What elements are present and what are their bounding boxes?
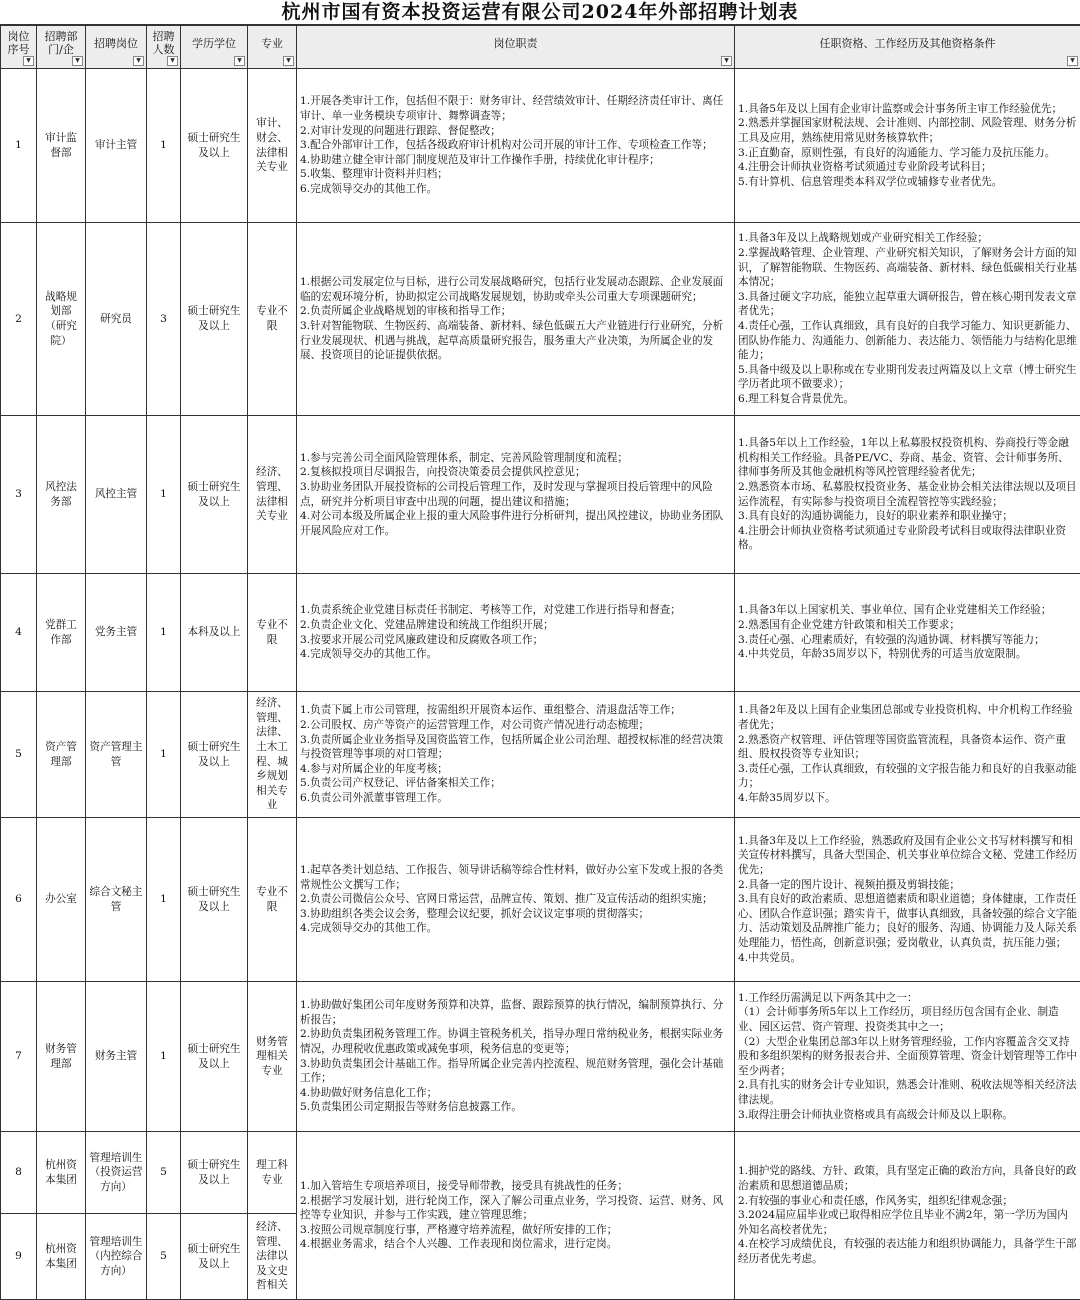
filter-dropdown-icon[interactable]: ▼ bbox=[234, 56, 245, 66]
requirement-line: 4.在校学习成绩优良，有较强的表达能力和组织协调能力，具备学生干部经历者优先考虑。 bbox=[738, 1237, 1077, 1266]
duty-line: 4.协助建立健全审计部门制度规范及审计工作操作手册，持续优化审计程序； bbox=[300, 153, 731, 168]
requirement-line: （2）大型企业集团总部3年以上财务管理经验，工作内容覆盖含交叉持股和多组织架构的财务报表合并、全面预算管理、资金计划管理等工作中至少两者； bbox=[738, 1035, 1077, 1079]
dept-cell[interactable]: 杭州资本集团 bbox=[37, 1214, 86, 1300]
requirement-line: 1.具备2年及以上国有企业集团总部或专业投资机构、中介机构工作经验者优先； bbox=[738, 703, 1077, 732]
requirement-line: 1.具备5年以上工作经验，1年以上私募股权投资机构、券商投行等金融机构相关工作经验。具备PE/VC、券商、基金、资管、会计师事务所、律师事务所及其他金融机构等风控管理经验者优先； bbox=[738, 436, 1077, 480]
duty-line: 6.完成领导交办的其他工作。 bbox=[300, 182, 731, 197]
duty-line: 2.对审计发现的问题进行跟踪、督促整改； bbox=[300, 124, 731, 139]
duty-line: 3.协助业务团队开展投资标的公司投后管理工作，及时发现与掌握项目投后管理中的风险点，研究并分析项目审查中出现的问题，提出建议和措施； bbox=[300, 480, 731, 509]
post-cell[interactable]: 审计主管 bbox=[86, 69, 147, 223]
duty-line: 3.按照公司规章制度行事，严格遵守培养流程，做好所安排的工作； bbox=[300, 1223, 731, 1238]
duty-line: 1.参与完善公司全面风险管理体系，制定、完善风险管理制度和流程； bbox=[300, 451, 731, 466]
requirement-line: 4.中共党员，年龄35周岁以下，特别优秀的可适当放宽限制。 bbox=[738, 647, 1077, 662]
requirement-line: 6.理工科复合背景优先。 bbox=[738, 392, 1077, 407]
requirement-line: 1.具备3年及以上工作经验，熟悉政府及国有企业公文书写材料撰写和相关宣传材料撰写，具备大型国企、机关事业单位综合文秘、党建工作经历优先； bbox=[738, 834, 1077, 878]
header-cell[interactable]: 学历学位 ▼ bbox=[181, 26, 248, 69]
requirement-line: （1）会计师事务所5年以上工作经历，项目经历包含国有企业、制造业、园区运营、资产管理、投资类其中之一； bbox=[738, 1005, 1077, 1034]
requirements-cell[interactable] bbox=[735, 1132, 1080, 1300]
dept-cell[interactable]: 审计监督部 bbox=[37, 69, 86, 223]
duty-line: 6.负责公司外派董事管理工作。 bbox=[300, 791, 731, 806]
row-number-cell[interactable]: 6 bbox=[1, 818, 37, 982]
row-number-cell[interactable]: 7 bbox=[1, 982, 37, 1132]
filter-dropdown-icon[interactable]: ▼ bbox=[167, 56, 178, 66]
dept-cell[interactable]: 杭州资本集团 bbox=[37, 1132, 86, 1214]
dept-cell[interactable]: 财务管理部 bbox=[37, 982, 86, 1132]
education-cell[interactable]: 硕士研究生及以上 bbox=[181, 692, 248, 818]
duty-line: 2.公司股权、房产等资产的运营管理工作，对公司资产情况进行动态梳理； bbox=[300, 718, 731, 733]
post-cell[interactable]: 管理培训生（内控综合方向） bbox=[86, 1214, 147, 1300]
filter-dropdown-icon[interactable]: ▼ bbox=[721, 56, 732, 66]
major-cell[interactable]: 财务管理相关专业 bbox=[248, 982, 297, 1132]
requirement-line: 1.具备5年及以上国有企业审计监察或会计事务所主审工作经验优先； bbox=[738, 102, 1077, 117]
duty-line: 2.根据学习发展计划，进行轮岗工作，深入了解公司重点业务，学习投资、运营、财务、风控等专业知识，并参与工作实践，建立管理思维； bbox=[300, 1194, 731, 1223]
requirement-line: 2.熟悉资产权管理、评估管理等国资监管流程，具备资本运作、资产重组、股权投资等专业知识； bbox=[738, 733, 1077, 762]
education-cell[interactable]: 硕士研究生及以上 bbox=[181, 818, 248, 982]
count-cell[interactable]: 1 bbox=[147, 416, 181, 574]
recruitment-table bbox=[0, 25, 1080, 1300]
count-cell[interactable]: 3 bbox=[147, 223, 181, 416]
education-cell[interactable]: 硕士研究生及以上 bbox=[181, 69, 248, 223]
row-number-cell[interactable]: 8 bbox=[1, 1132, 37, 1214]
requirements-cell[interactable] bbox=[735, 982, 1080, 1132]
duty-line: 1.开展各类审计工作，包括但不限于：财务审计、经营绩效审计、任期经济责任审计、离任审计、单一业务模块专项审计、舞弊调查等； bbox=[300, 94, 731, 123]
requirement-line: 1.具备3年以上国家机关、事业单位、国有企业党建相关工作经验； bbox=[738, 603, 1077, 618]
duty-line: 1.加入管培生专项培养项目，接受导师带教，接受具有挑战性的任务； bbox=[300, 1179, 731, 1194]
requirement-line: 2.熟悉资本市场、私募股权投资业务、基金业协会相关法律法规以及项目运作流程，有实际参与投资项目全流程管控等实践经验； bbox=[738, 480, 1077, 509]
education-cell[interactable]: 本科及以上 bbox=[181, 574, 248, 692]
major-cell[interactable]: 专业不限 bbox=[248, 818, 297, 982]
requirement-line: 3.具有良好的沟通协调能力，良好的职业素养和职业操守； bbox=[738, 509, 1077, 524]
table-row bbox=[1, 982, 1080, 1132]
table-row bbox=[1, 1132, 1080, 1214]
page-title: 杭州市国有资本投资运营有限公司2024年外部招聘计划表 bbox=[0, 0, 1080, 25]
post-cell[interactable]: 综合文秘主管 bbox=[86, 818, 147, 982]
requirement-line: 3.正直勤奋，原则性强，有良好的沟通能力、学习能力及抗压能力。 bbox=[738, 146, 1077, 161]
requirement-line: 3.取得注册会计师执业资格或具有高级会计师及以上职称。 bbox=[738, 1108, 1077, 1123]
requirements-cell[interactable] bbox=[735, 223, 1080, 416]
table-row bbox=[1, 818, 1080, 982]
requirement-line: 3.2024届应届毕业或已取得相应学位且毕业不满2年，第一学历为国内外知名高校者优先； bbox=[738, 1208, 1077, 1237]
major-cell[interactable]: 理工科专业 bbox=[248, 1132, 297, 1214]
table-row bbox=[1, 692, 1080, 818]
duties-cell[interactable] bbox=[297, 982, 735, 1132]
count-cell[interactable]: 1 bbox=[147, 818, 181, 982]
duties-cell[interactable] bbox=[297, 818, 735, 982]
header-cell[interactable]: 专业 ▼ bbox=[248, 26, 297, 69]
duty-line: 1.起草各类计划总结、工作报告、领导讲话稿等综合性材料，做好办公室下发或上报的各类常规性公文撰写工作； bbox=[300, 863, 731, 892]
post-cell[interactable]: 资产管理主管 bbox=[86, 692, 147, 818]
requirement-line: 2.具有扎实的财务会计专业知识，熟悉会计准则、税收法规等相关经济法律法规。 bbox=[738, 1078, 1077, 1107]
row-number-cell[interactable]: 3 bbox=[1, 416, 37, 574]
header-cell[interactable]: 招聘部门/企 ▼ bbox=[37, 26, 86, 69]
requirement-line: 3.责任心强、心理素质好，有较强的沟通协调、材料撰写等能力； bbox=[738, 633, 1077, 648]
count-cell[interactable]: 5 bbox=[147, 1132, 181, 1214]
post-cell[interactable]: 财务主管 bbox=[86, 982, 147, 1132]
major-cell[interactable]: 经济、管理、法律以及文史哲相关 bbox=[248, 1214, 297, 1300]
duty-line: 3.针对智能物联、生物医药、高端装备、新材料、绿色低碳五大产业链进行行业研究，分析行业发展现状、机遇与挑战，起草高质量研究报告，服务重大产业决策，为所属企业的发展、投资项目的论证提供依据。 bbox=[300, 319, 731, 363]
requirements-cell[interactable] bbox=[735, 692, 1080, 818]
count-cell[interactable]: 1 bbox=[147, 69, 181, 223]
duty-line: 4.完成领导交办的其他工作。 bbox=[300, 647, 731, 662]
count-cell[interactable]: 1 bbox=[147, 982, 181, 1132]
filter-dropdown-icon[interactable]: ▼ bbox=[133, 56, 144, 66]
duty-line: 3.负责所属企业业务指导及国资监管工作，包括所属企业公司治理、超授权标准的经营决策与投资管理等事项的对口管理； bbox=[300, 733, 731, 762]
table-row bbox=[1, 69, 1080, 223]
requirement-line: 3.责任心强，工作认真细致，有较强的文字报告能力和良好的自我驱动能力； bbox=[738, 762, 1077, 791]
requirement-line: 1.工作经历需满足以下两条其中之一： bbox=[738, 991, 1077, 1006]
major-cell[interactable]: 经济、管理、法律相关专业 bbox=[248, 416, 297, 574]
duty-line: 2.协助负责集团税务管理工作。协调主管税务机关，指导办理日常纳税业务，根据实际业务情况，办理税收优惠政策或减免事项，税务信息的变更等； bbox=[300, 1027, 731, 1056]
requirement-line: 1.具备3年及以上战略规划或产业研究相关工作经验； bbox=[738, 231, 1077, 246]
filter-dropdown-icon[interactable]: ▼ bbox=[72, 56, 83, 66]
row-number-cell[interactable]: 2 bbox=[1, 223, 37, 416]
requirement-line: 3.具备过硬文字功底，能独立起草重大调研报告，曾在核心期刊发表文章者优先； bbox=[738, 290, 1077, 319]
post-cell[interactable]: 管理培训生（投资运营方向） bbox=[86, 1132, 147, 1214]
duties-cell[interactable] bbox=[297, 69, 735, 223]
requirement-line: 3.具有良好的政治素质、思想道德素质和职业道德；身体健康，工作责任心、团队合作意识强；踏实肯干，做事认真细致，具备较强的综合文字能力、活动策划及品牌推广能力；良好的服务、沟通、协调能力及人际关系处理能力，悟性高，创新意识强；爱岗敬业，认真负责，抗压能力强； bbox=[738, 892, 1077, 950]
requirement-line: 2.有较强的事业心和责任感，作风务实，组织纪律观念强； bbox=[738, 1194, 1077, 1209]
education-cell[interactable]: 硕士研究生及以上 bbox=[181, 982, 248, 1132]
requirement-line: 4.注册会计师执业资格考试须通过专业阶段考试科目或取得法律职业资格。 bbox=[738, 524, 1077, 553]
header-cell[interactable]: 岗位职责 ▼ bbox=[297, 26, 735, 69]
duty-line: 2.负责企业文化、党建品牌建设和统战工作组织开展； bbox=[300, 618, 731, 633]
filter-dropdown-icon[interactable]: ▼ bbox=[1067, 56, 1078, 66]
requirement-line: 2.熟悉国有企业党建方针政策和相关工作要求； bbox=[738, 618, 1077, 633]
requirements-cell[interactable] bbox=[735, 574, 1080, 692]
dept-cell[interactable]: 办公室 bbox=[37, 818, 86, 982]
education-cell[interactable]: 硕士研究生及以上 bbox=[181, 1132, 248, 1214]
post-cell[interactable]: 党务主管 bbox=[86, 574, 147, 692]
requirement-line: 1.拥护党的路线、方针、政策，具有坚定正确的政治方向，具备良好的政治素质和思想道德品质； bbox=[738, 1164, 1077, 1193]
duty-line: 1.负责下属上市公司管理，按需组织开展资本运作、重组整合、清退盘活等工作； bbox=[300, 703, 731, 718]
dept-cell[interactable]: 战略规划部（研究院） bbox=[37, 223, 86, 416]
duty-line: 5.负责公司产权登记、评估备案相关工作； bbox=[300, 776, 731, 791]
header-cell[interactable]: 招聘人数 ▼ bbox=[147, 26, 181, 69]
requirement-line: 4.责任心强，工作认真细致，具有良好的自我学习能力、知识更新能力、团队协作能力、沟通能力、创新能力、表达能力、领悟能力与结构化思维能力； bbox=[738, 319, 1077, 363]
count-cell[interactable]: 1 bbox=[147, 692, 181, 818]
duty-line: 5.负责集团公司定期报告等财务信息披露工作。 bbox=[300, 1100, 731, 1115]
major-cell[interactable]: 审计、财会、法律相关专业 bbox=[248, 69, 297, 223]
table-row bbox=[1, 574, 1080, 692]
duty-line: 3.配合外部审计工作，包括各级政府审计机构对公司开展的审计工作、专项检查工作等； bbox=[300, 138, 731, 153]
count-cell[interactable]: 1 bbox=[147, 574, 181, 692]
header-cell[interactable]: 任职资格、工作经历及其他资格条件 ▼ bbox=[735, 26, 1080, 69]
requirement-line: 2.具备一定的图片设计、视频拍摄及剪辑技能； bbox=[738, 878, 1077, 893]
row-number-cell[interactable]: 9 bbox=[1, 1214, 37, 1300]
requirement-line: 5.具备中级及以上职称或在专业期刊发表过两篇及以上文章（博士研究生学历者此项不做要求）； bbox=[738, 363, 1077, 392]
duty-line: 3.协助负责集团会计基础工作。指导所属企业完善内控流程、规范财务管理，强化会计基础工作； bbox=[300, 1057, 731, 1086]
education-cell[interactable]: 硕士研究生及以上 bbox=[181, 1214, 248, 1300]
duty-line: 4.协助做好财务信息化工作； bbox=[300, 1086, 731, 1101]
table-row bbox=[1, 223, 1080, 416]
post-cell[interactable]: 研究员 bbox=[86, 223, 147, 416]
header-row bbox=[1, 26, 1080, 69]
requirements-cell[interactable] bbox=[735, 416, 1080, 574]
duties-cell[interactable] bbox=[297, 574, 735, 692]
requirement-line: 2.熟悉并掌握国家财税法规、会计准则、内部控制、风险管理、财务分析工具及应用，熟练使用常见财务核算软件； bbox=[738, 116, 1077, 145]
duty-line: 2.负责所属企业战略规划的审核和指导工作； bbox=[300, 304, 731, 319]
duties-cell[interactable] bbox=[297, 223, 735, 416]
header-cell[interactable]: 岗位序号 ▼ bbox=[1, 26, 37, 69]
requirement-line: 5.有计算机、信息管理类本科双学位或辅修专业者优先。 bbox=[738, 175, 1077, 190]
dept-cell[interactable]: 风控法务部 bbox=[37, 416, 86, 574]
requirement-line: 4.中共党员。 bbox=[738, 951, 1077, 966]
major-cell[interactable]: 经济、管理、法律、土木工程、城乡规划相关专业 bbox=[248, 692, 297, 818]
duty-line: 5.收集、整理审计资料并归档； bbox=[300, 167, 731, 182]
duties-cell[interactable] bbox=[297, 1132, 735, 1300]
requirement-line: 4.注册会计师执业资格考试须通过专业阶段考试科目； bbox=[738, 160, 1077, 175]
duty-line: 4.对公司本级及所属企业上报的重大风险事件进行分析研判，提出风控建议，协助业务团队开展风险应对工作。 bbox=[300, 509, 731, 538]
duty-line: 4.参与对所属企业的年度考核； bbox=[300, 762, 731, 777]
duty-line: 2.复核拟投项目尽调报告，向投资决策委员会提供风控意见； bbox=[300, 465, 731, 480]
requirement-line: 2.掌握战略管理、企业管理、产业研究相关知识，了解财务会计方面的知识，了解智能物联、生物医药、高端装备、新材料、绿色低碳相关行业基本情况； bbox=[738, 246, 1077, 290]
row-number-cell[interactable]: 5 bbox=[1, 692, 37, 818]
duty-line: 4.根据业务需求，结合个人兴趣、工作表现和岗位需求，进行定岗。 bbox=[300, 1237, 731, 1252]
major-cell[interactable]: 专业不限 bbox=[248, 223, 297, 416]
duty-line: 3.按要求开展公司党风廉政建设和反腐败各项工作； bbox=[300, 633, 731, 648]
duties-cell[interactable] bbox=[297, 692, 735, 818]
duty-line: 4.完成领导交办的其他工作。 bbox=[300, 921, 731, 936]
dept-cell[interactable]: 资产管理部 bbox=[37, 692, 86, 818]
education-cell[interactable]: 硕士研究生及以上 bbox=[181, 416, 248, 574]
dept-cell[interactable]: 党群工作部 bbox=[37, 574, 86, 692]
duty-line: 2.负责公司微信公众号、官网日常运营，品牌宣传、策划、推广及宣传活动的组织实施； bbox=[300, 892, 731, 907]
duty-line: 1.负责系统企业党建目标责任书制定、考核等工作，对党建工作进行指导和督查； bbox=[300, 603, 731, 618]
table-row bbox=[1, 416, 1080, 574]
major-cell[interactable]: 专业不限 bbox=[248, 574, 297, 692]
requirement-line: 4.年龄35周岁以下。 bbox=[738, 791, 1077, 806]
filter-dropdown-icon[interactable]: ▼ bbox=[283, 56, 294, 66]
education-cell[interactable]: 硕士研究生及以上 bbox=[181, 223, 248, 416]
row-number-cell[interactable]: 4 bbox=[1, 574, 37, 692]
filter-dropdown-icon[interactable]: ▼ bbox=[23, 56, 34, 66]
count-cell[interactable]: 5 bbox=[147, 1214, 181, 1300]
duty-line: 3.协助组织各类会议会务，整理会议纪要，抓好会议议定事项的贯彻落实； bbox=[300, 907, 731, 922]
requirements-cell[interactable] bbox=[735, 818, 1080, 982]
row-number-cell[interactable]: 1 bbox=[1, 69, 37, 223]
header-cell[interactable]: 招聘岗位 ▼ bbox=[86, 26, 147, 69]
requirements-cell[interactable] bbox=[735, 69, 1080, 223]
post-cell[interactable]: 风控主管 bbox=[86, 416, 147, 574]
duties-cell[interactable] bbox=[297, 416, 735, 574]
duty-line: 1.根据公司发展定位与目标，进行公司发展战略研究，包括行业发展动态跟踪、企业发展面临的宏观环境分析，协助拟定公司战略发展规划，协助或牵头公司重大专项课题研究； bbox=[300, 275, 731, 304]
duty-line: 1.协助做好集团公司年度财务预算和决算，监督、跟踪预算的执行情况，编制预算执行、分析报告； bbox=[300, 998, 731, 1027]
